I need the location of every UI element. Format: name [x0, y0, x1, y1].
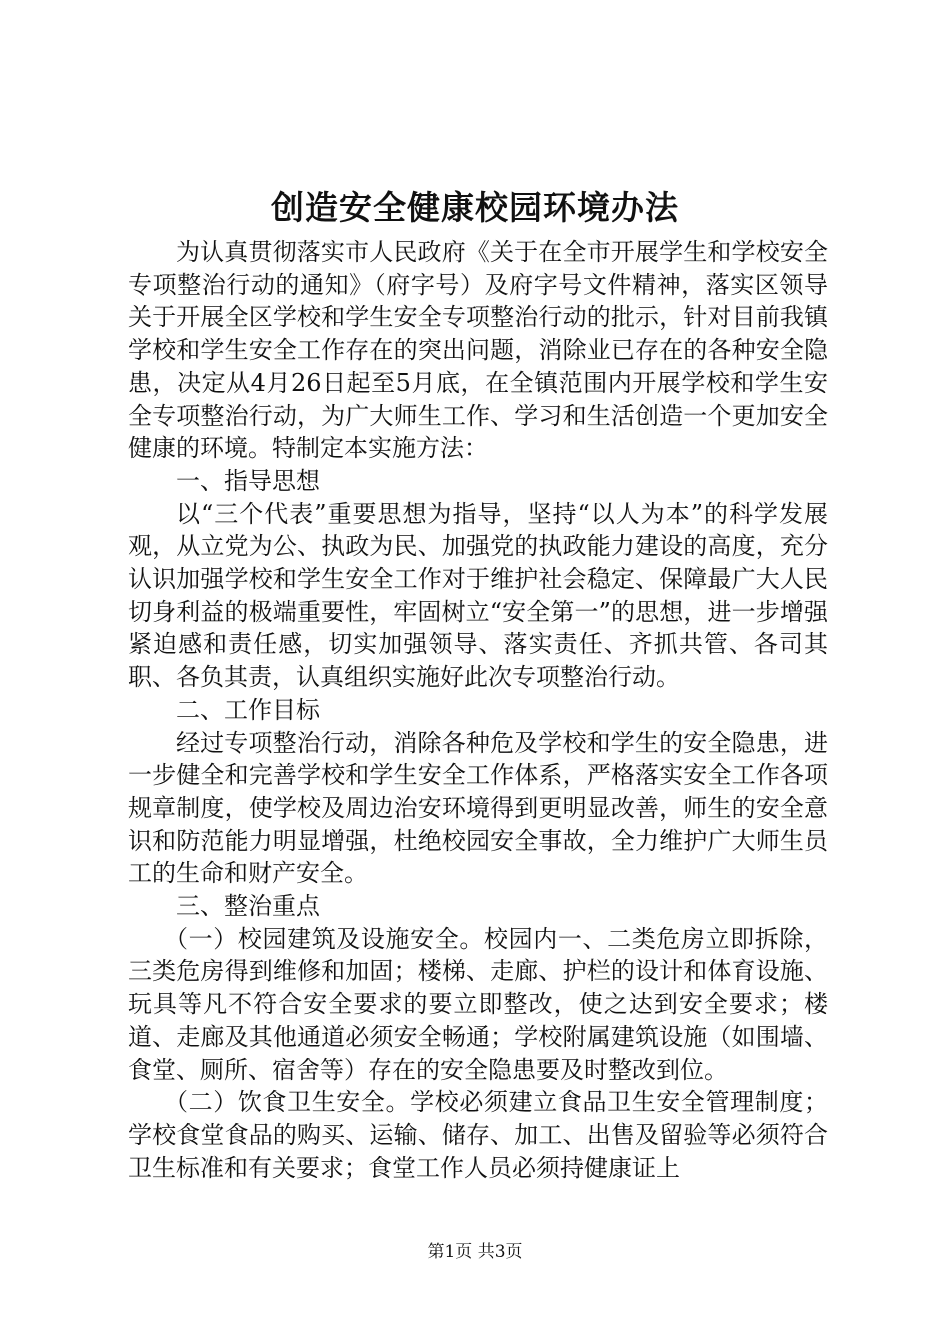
page-number-footer: 第1页 共3页 — [427, 1242, 523, 1262]
section-heading-work-goals: 二、工作目标 — [176, 695, 320, 724]
key-point-item-food-safety: （二）饮食卫生安全。学校必须建立食品卫生安全管理制度；学校食堂食品的购买、运输、储存、加工、出售及留验等必须符合卫生标准和有关要求；食堂工作人员必须持健康证上 — [128, 1088, 828, 1182]
section-heading-guiding-ideology: 一、指导思想 — [176, 466, 320, 495]
document-body — [128, 236, 828, 1184]
section-heading-key-points: 三、整治重点 — [176, 892, 320, 921]
section-paragraph-work-goals: 经过专项整治行动，消除各种危及学校和学生的安全隐患，进一步健全和完善学校和学生安全工作体系，严格落实安全工作各项规章制度，使学校及周边治安环境得到更明显改善，师生的安全意识和防范能力明显增强，杜绝校园安全事故，全力维护广大师生员工的生命和财产安全。 — [128, 728, 828, 888]
key-point-item-building-safety: （一）校园建筑及设施安全。校园内一、二类危房立即拆除，三类危房得到维修和加固；楼梯、走廊、护栏的设计和体育设施、玩具等凡不符合安全要求的要立即整改，使之达到安全要求；楼道、走廊及其他通道必须安全畅通；学校附属建筑设施（如围墙、食堂、厕所、宿舍等）存在的安全隐患要及时整改到位。 — [128, 924, 828, 1084]
intro-paragraph: 为认真贯彻落实市人民政府《关于在全市开展学生和学校安全专项整治行动的通知》（府字号）及府字号文件精神，落实区领导关于开展全区学校和学生安全专项整治行动的批示，针对目前我镇学校和学生安全工作存在的突出问题，消除业已存在的各种安全隐患，决定从4月26日起至5月底，在全镇范围内开展学校和学生安全专项整治行动，为广大师生工作、学习和生活创造一个更加安全健康的环境。特制定本实施方法： — [128, 238, 828, 463]
document-title: 创造安全健康校园环境办法 — [271, 188, 679, 227]
section-paragraph-guiding-ideology: 以“三个代表”重要思想为指导，坚持“以人为本”的科学发展观，从立党为公、执政为民、加强党的执政能力建设的高度，充分认识加强学校和学生安全工作对于维护社会稳定、保障最广大人民切身利益的极端重要性，牢固树立“安全第一”的思想，进一步增强紧迫感和责任感，切实加强领导、落实责任、齐抓共管、各司其职、各负其责，认真组织实施好此次专项整治行动。 — [128, 499, 828, 692]
